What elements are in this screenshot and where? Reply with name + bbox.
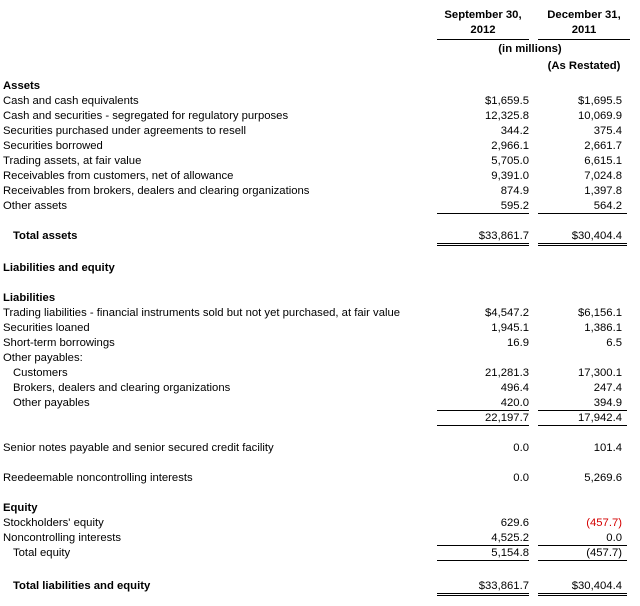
equity-heading: Equity — [3, 502, 38, 514]
liability-row-value-2011: 1,386.1 — [584, 322, 622, 334]
asset-row-value-2011: 10,069.9 — [578, 110, 622, 122]
other-payables-heading: Other payables: — [3, 352, 83, 364]
restated-label: (As Restated) — [547, 60, 621, 72]
total-liabilities-equity-2012: $33,861.7 — [478, 580, 529, 592]
assets-heading: Assets — [3, 80, 41, 92]
asset-row-value-2012: 595.2 — [500, 200, 529, 212]
liability-row-value-2011: $6,156.1 — [578, 307, 622, 319]
asset-row-label: Cash and cash equivalents — [3, 95, 139, 107]
assets-subtotal-rule-col2 — [538, 213, 627, 214]
asset-row-value-2011: $1,695.5 — [578, 95, 622, 107]
other-payables-row-2012: 420.0 — [500, 397, 529, 409]
total-assets-double-rule-col2 — [538, 243, 627, 244]
equity-row-label: Stockholders' equity — [3, 517, 104, 529]
grand-total-double-rule-col2 — [538, 593, 627, 594]
total-equity-2011: (457.7) — [586, 547, 622, 559]
equity-row-label: Noncontrolling interests — [3, 532, 122, 544]
col1-header-line1: September 30, — [444, 9, 522, 21]
total-liabilities-equity-label: Total liabilities and equity — [13, 580, 151, 592]
other-payables-row-2012: 21,281.3 — [485, 367, 529, 379]
total-assets-double-rule-col1 — [437, 245, 529, 246]
liability-row-value-2011: 6.5 — [606, 337, 622, 349]
total-equity-rule-col2 — [538, 560, 627, 561]
liabilities-heading: Liabilities — [3, 292, 56, 304]
equity-row-value-2012: 4,525.2 — [491, 532, 529, 544]
grand-total-double-rule-col1 — [437, 593, 529, 594]
asset-row-value-2011: 375.4 — [593, 125, 622, 137]
asset-row-value-2011: 6,615.1 — [584, 155, 622, 167]
total-assets-2011: $30,404.4 — [571, 230, 622, 242]
asset-row-label: Securities borrowed — [3, 140, 103, 152]
liability-row-value-2012: $4,547.2 — [485, 307, 529, 319]
asset-row-label: Receivables from brokers, dealers and clearing organizations — [3, 185, 310, 197]
other-payables-row-label: Other payables — [13, 397, 90, 409]
other-payables-row-2011: 17,300.1 — [578, 367, 622, 379]
other-payables-row-2011: 394.9 — [593, 397, 622, 409]
redeemable-2012: 0.0 — [513, 472, 529, 484]
other-payables-total-rule-col2 — [538, 425, 627, 426]
other-payables-total-2011: 17,942.4 — [578, 412, 622, 424]
asset-row-label: Receivables from customers, net of allowance — [3, 170, 234, 182]
asset-row-value-2012: 874.9 — [500, 185, 529, 197]
header-rule-col2 — [538, 39, 630, 40]
assets-subtotal-rule-col1 — [437, 213, 529, 214]
liability-row-label: Short-term borrowings — [3, 337, 115, 349]
asset-row-label: Other assets — [3, 200, 68, 212]
total-assets-double-rule-col1 — [437, 243, 529, 244]
total-liabilities-equity-2011: $30,404.4 — [571, 580, 622, 592]
asset-row-value-2012: $1,659.5 — [485, 95, 529, 107]
liability-row-label: Trading liabilities - financial instruments sold but not yet purchased, at fair value — [3, 307, 401, 319]
total-assets-label: Total assets — [13, 230, 78, 242]
total-equity-2012: 5,154.8 — [491, 547, 529, 559]
other-payables-row-2012: 496.4 — [500, 382, 529, 394]
asset-row-value-2012: 2,966.1 — [491, 140, 529, 152]
equity-row-value-2011: (457.7) — [586, 517, 622, 529]
liabilities-equity-heading: Liabilities and equity — [3, 262, 115, 274]
col2-header-line1: December 31, — [547, 9, 621, 21]
other-payables-total-2012: 22,197.7 — [485, 412, 529, 424]
asset-row-value-2012: 344.2 — [500, 125, 529, 137]
total-assets-double-rule-col2 — [538, 245, 627, 246]
asset-row-value-2011: 1,397.8 — [584, 185, 622, 197]
redeemable-2011: 5,269.6 — [584, 472, 622, 484]
asset-row-label: Cash and securities - segregated for regulatory purposes — [3, 110, 289, 122]
asset-row-label: Trading assets, at fair value — [3, 155, 142, 167]
col2-header-line2: 2011 — [571, 24, 597, 36]
senior-notes-2012: 0.0 — [513, 442, 529, 454]
asset-row-value-2012: 9,391.0 — [491, 170, 529, 182]
asset-row-value-2011: 2,661.7 — [584, 140, 622, 152]
grand-total-double-rule-col2 — [538, 595, 627, 596]
asset-row-label: Securities purchased under agreements to resell — [3, 125, 247, 137]
other-payables-row-label: Brokers, dealers and clearing organizations — [13, 382, 231, 394]
liability-row-value-2012: 1,945.1 — [491, 322, 529, 334]
other-payables-row-2011: 247.4 — [593, 382, 622, 394]
grand-total-double-rule-col1 — [437, 595, 529, 596]
total-equity-rule-col1 — [437, 560, 529, 561]
col1-header-line2: 2012 — [470, 24, 496, 36]
other-payables-total-rule-col1 — [437, 425, 529, 426]
asset-row-value-2012: 12,325.8 — [485, 110, 529, 122]
total-equity-label: Total equity — [13, 547, 71, 559]
senior-notes-label: Senior notes payable and senior secured credit facility — [3, 442, 274, 454]
asset-row-value-2011: 7,024.8 — [584, 170, 622, 182]
header-rule-col1 — [437, 39, 529, 40]
equity-row-value-2011: 0.0 — [606, 532, 622, 544]
senior-notes-2011: 101.4 — [593, 442, 622, 454]
units-label: (in millions) — [498, 43, 562, 55]
liability-row-value-2012: 16.9 — [507, 337, 529, 349]
liability-row-label: Securities loaned — [3, 322, 90, 334]
equity-row-value-2012: 629.6 — [500, 517, 529, 529]
asset-row-value-2011: 564.2 — [593, 200, 622, 212]
redeemable-label: Reedeemable noncontrolling interests — [3, 472, 193, 484]
other-payables-row-label: Customers — [13, 367, 68, 379]
total-assets-2012: $33,861.7 — [478, 230, 529, 242]
asset-row-value-2012: 5,705.0 — [491, 155, 529, 167]
